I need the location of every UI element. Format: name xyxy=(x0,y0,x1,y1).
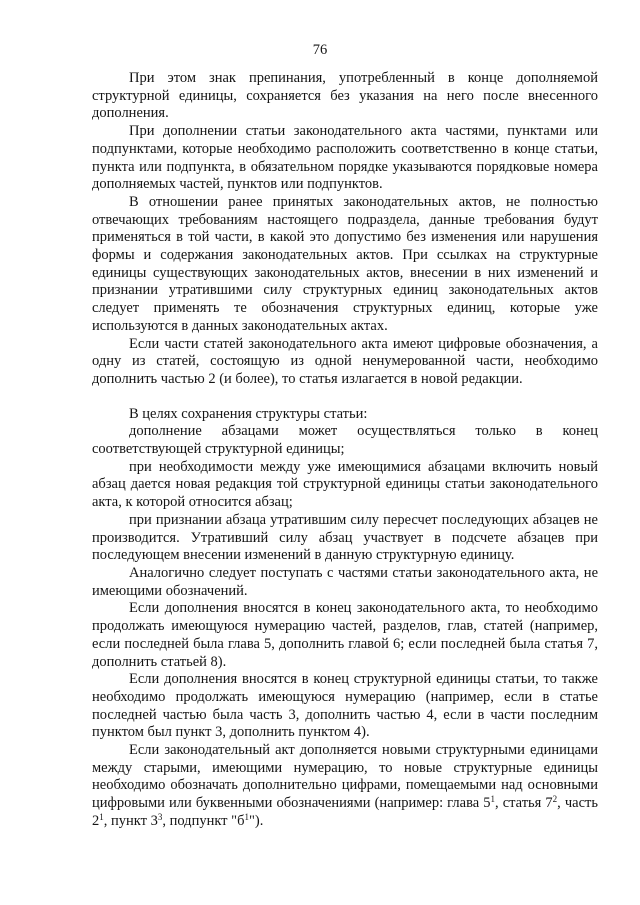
paragraph: При дополнении статьи законодательного акта частями, пунктами или подпунктами, которые необходимо расположить соответственно в конце статьи, пункта или подпункта, в обязательном порядке указываются порядковые номера дополняемых частей, пунктов или подпунктов. xyxy=(92,123,598,193)
text-run: , статья 7 xyxy=(495,795,553,812)
document-body xyxy=(92,70,598,831)
paragraph: В отношении ранее принятых законодательных актов, не полностью отвечающих требованиям настоящего подраздела, данные требования будут применяться в той части, в какой это допустимо без изменения или нарушения формы и содержания законодательных актов. При ссылках на структурные единицы существующих законодательных актов, внесении в них изменений и признании утратившими силу структурных единиц законодательных актов следует применять те обозначения структурных единиц, которые уже используются в данных законодательных актах. xyxy=(92,193,598,334)
paragraph: Аналогично следует поступать с частями статьи законодательного акта, не имеющими обозначений. xyxy=(92,564,598,599)
superscript: 2 xyxy=(552,794,558,805)
text-run: , часть 2 xyxy=(92,795,598,829)
paragraph: дополнение абзацами может осуществляться только в конец соответствующей структурной единицы; xyxy=(92,423,598,458)
text-run: , пункт 3 xyxy=(103,812,158,829)
page-number: 76 xyxy=(312,42,328,58)
section-lead-paragraph: В целях сохранения структуры статьи: xyxy=(129,405,368,422)
superscript: 1 xyxy=(99,811,104,822)
superscript: 1 xyxy=(490,794,495,805)
paragraph: Если части статей законодательного акта имеют цифровые обозначения, а одну из статей, состоящую из одной ненумерованной части, необходимо дополнить частью 2 (и более), то статья излагается в новой редакции. xyxy=(92,335,598,387)
paragraph: при необходимости между уже имеющимися абзацами включить новый абзац дается новая редакция той структурной единицы статьи законодательного акта, к которой относится абзац; xyxy=(92,458,598,511)
text-run: Если законодательный акт дополняется новыми структурными единицами между старыми, имеющими нумерацию, то новые структурные единицы необходимо обозначать дополнительно цифрами, помещаемыми над основными цифровыми или буквенными обозначениями (например: глава 5 xyxy=(92,742,598,812)
superscript: 3 xyxy=(157,811,163,822)
paragraph-with-superscripts xyxy=(92,742,598,831)
paragraph: Если дополнения вносятся в конец законодательного акта, то необходимо продолжать имеющуюся нумерацию частей, разделов, глав, статей (например, если последней была глава 5, дополнить главой 6; если последней была статья 7, дополнить статьей 8). xyxy=(92,600,598,670)
text-run: , подпункт "б xyxy=(162,812,245,829)
superscript: 1 xyxy=(244,811,249,822)
paragraph: Если дополнения вносятся в конец структурной единицы статьи, то также необходимо продолжать имеющуюся нумерацию (например, если в статье последней частью была часть 3, дополнить частью 4, если в части последним пунктом был пункт 3, дополнить пунктом 4). xyxy=(92,671,598,741)
text-run: "). xyxy=(248,812,264,829)
paragraph: при признании абзаца утратившим силу пересчет последующих абзацев не производится. Утративший силу абзац участвует в подсчете абзацев при последующем внесении изменений в данную структурную единицу. xyxy=(92,511,598,564)
paragraph: При этом знак препинания, употребленный в конце дополняемой структурной единицы, сохраняется без указания на него после внесенного дополнения. xyxy=(92,70,598,122)
